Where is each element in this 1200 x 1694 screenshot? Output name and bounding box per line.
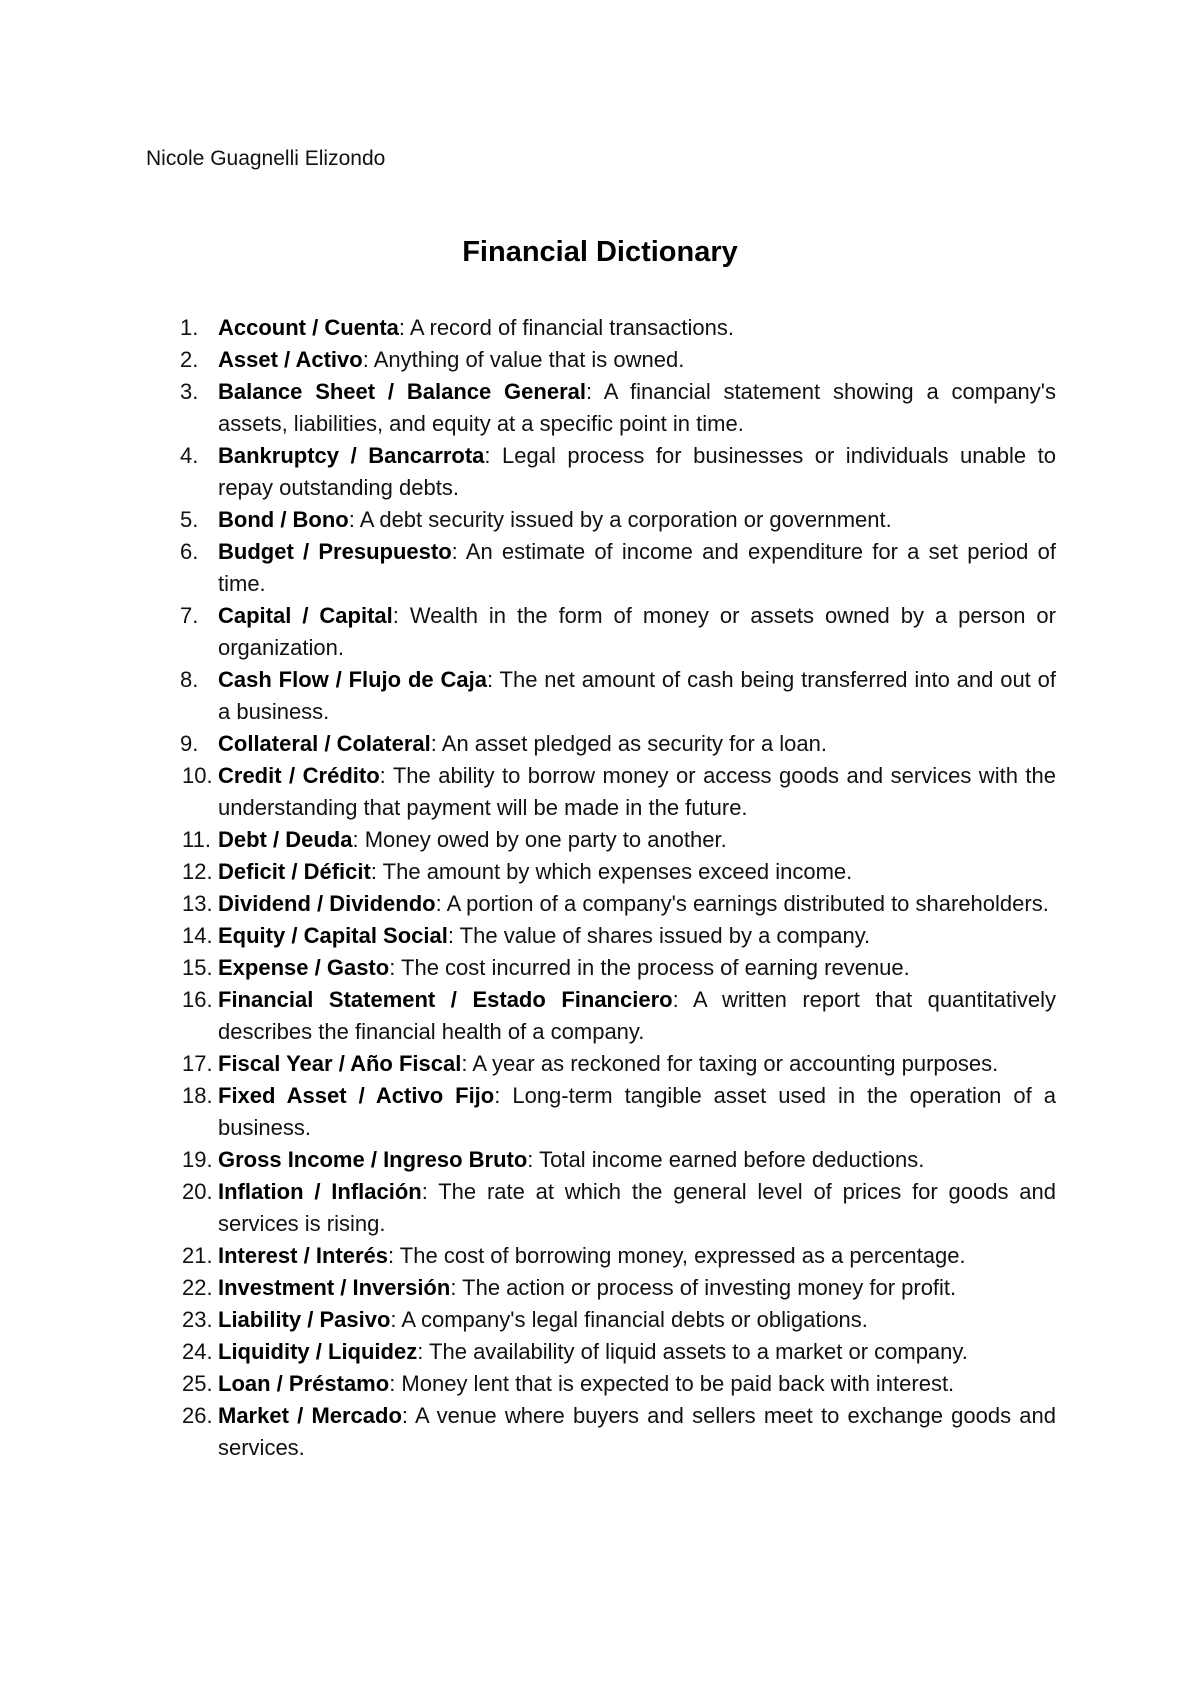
term-definition: : The rate at which the general level of prices for goods and services is rising. [218, 1179, 1056, 1236]
term-english: Inflation [218, 1179, 304, 1204]
term-spanish: Activo Fijo [375, 1083, 495, 1108]
item-number: 24. [182, 1339, 213, 1364]
term-separator: / [288, 1403, 312, 1428]
term-definition: : Money owed by one party to another. [352, 827, 727, 852]
item-number: 22. [182, 1275, 213, 1300]
term-definition: : The action or process of investing money for profit. [450, 1275, 957, 1300]
list-item [0, 728, 1056, 760]
term-english: Bankruptcy [218, 443, 340, 468]
term-spanish: Dividendo [329, 891, 436, 916]
term-separator: / [332, 1051, 351, 1076]
term-definition: : The availability of liquid assets to a market or company. [417, 1339, 968, 1364]
term-spanish: Flujo de Caja [348, 667, 487, 692]
term-separator: / [375, 379, 407, 404]
list-item [0, 1144, 1056, 1176]
term-definition: : A company's legal financial debts or obligations. [390, 1307, 868, 1332]
list-item [0, 824, 1056, 856]
term-english: Collateral [218, 731, 319, 756]
term-spanish: Liquidez [328, 1339, 418, 1364]
term-spanish: Déficit [303, 859, 371, 884]
item-number: 5. [180, 507, 199, 532]
list-item [0, 600, 1056, 664]
term-spanish: Interés [315, 1243, 388, 1268]
term-spanish: Gasto [326, 955, 390, 980]
term-english: Bond [218, 507, 275, 532]
item-number: 6. [180, 539, 199, 564]
author-name: Nicole Guagnelli Elizondo [146, 147, 386, 170]
term-separator: / [270, 1371, 289, 1396]
term-separator: / [364, 1147, 384, 1172]
term-spanish: Capital Social [303, 923, 448, 948]
term-spanish: Bancarrota [368, 443, 485, 468]
term-separator: / [274, 507, 293, 532]
term-separator: / [301, 1307, 320, 1332]
term-separator: / [339, 443, 369, 468]
list-item [0, 376, 1056, 440]
term-english: Gross Income [218, 1147, 365, 1172]
term-english: Financial Statement [218, 987, 436, 1012]
item-number: 13. [182, 891, 213, 916]
term-separator: / [285, 923, 304, 948]
list-item [0, 760, 1056, 824]
term-spanish: Presupuesto [318, 539, 452, 564]
term-english: Market [218, 1403, 289, 1428]
list-item [0, 1304, 1056, 1336]
item-number: 2. [180, 347, 199, 372]
term-definition: : A record of financial transactions. [398, 315, 734, 340]
term-definition: : A portion of a company's earnings distributed to shareholders. [435, 891, 1049, 916]
term-separator: / [310, 891, 330, 916]
list-item [0, 440, 1056, 504]
list-item [0, 504, 1056, 536]
list-item [0, 1080, 1056, 1144]
term-english: Budget [218, 539, 294, 564]
term-spanish: Activo [295, 347, 363, 372]
item-number: 16. [182, 987, 213, 1012]
item-number: 7. [180, 603, 199, 628]
item-number: 20. [182, 1179, 213, 1204]
term-separator: / [297, 1243, 316, 1268]
term-spanish: Bono [292, 507, 349, 532]
term-list [0, 312, 1200, 1464]
term-english: Asset [218, 347, 278, 372]
term-separator: / [309, 1339, 328, 1364]
term-spanish: Préstamo [288, 1371, 390, 1396]
term-definition: : An asset pledged as security for a loan. [430, 731, 828, 756]
term-definition: : A debt security issued by a corporation or government. [348, 507, 892, 532]
item-number: 21. [182, 1243, 213, 1268]
term-spanish: Mercado [311, 1403, 402, 1428]
item-number: 4. [180, 443, 199, 468]
term-english: Liability [218, 1307, 302, 1332]
term-definition: : The amount by which expenses exceed income. [370, 859, 853, 884]
list-item [0, 312, 1056, 344]
page-title: Financial Dictionary [462, 236, 738, 268]
term-separator: / [435, 987, 473, 1012]
term-spanish: Estado Financiero [472, 987, 673, 1012]
term-definition: : The value of shares issued by a company. [447, 923, 871, 948]
term-english: Interest [218, 1243, 298, 1268]
term-separator: / [277, 347, 296, 372]
term-spanish: Ingreso Bruto [383, 1147, 528, 1172]
term-spanish: Colateral [336, 731, 431, 756]
term-definition: : The cost of borrowing money, expressed as a percentage. [387, 1243, 966, 1268]
term-definition: : Legal process for businesses or individuals unable to repay outstanding debts. [218, 443, 1056, 500]
term-spanish: Capital [319, 603, 393, 628]
term-separator: / [281, 763, 303, 788]
term-definition: : The cost incurred in the process of earning revenue. [389, 955, 910, 980]
item-number: 15. [182, 955, 213, 980]
term-separator: / [334, 1275, 353, 1300]
term-english: Liquidity [218, 1339, 310, 1364]
list-item [0, 1272, 1056, 1304]
list-item [0, 1400, 1056, 1464]
item-number: 3. [180, 379, 199, 404]
term-definition: : A written report that quantitatively describes the financial health of a company. [218, 987, 1056, 1044]
item-number: 8. [180, 667, 199, 692]
term-english: Fiscal Year [218, 1051, 333, 1076]
list-item [0, 1176, 1056, 1240]
item-number: 12. [182, 859, 213, 884]
term-spanish: Cuenta [324, 315, 399, 340]
term-spanish: Balance General [406, 379, 586, 404]
list-item [0, 856, 1056, 888]
term-separator: / [266, 827, 286, 852]
term-definition: : Long-term tangible asset used in the operation of a business. [218, 1083, 1056, 1140]
term-separator: / [346, 1083, 376, 1108]
term-definition: : Wealth in the form of money or assets owned by a person or organization. [218, 603, 1056, 660]
term-separator: / [318, 731, 337, 756]
term-english: Expense [218, 955, 309, 980]
term-spanish: Crédito [302, 763, 380, 788]
term-definition: : An estimate of income and expenditure for a set period of time. [218, 539, 1056, 596]
list-item [0, 536, 1056, 600]
term-definition: : The ability to borrow money or access goods and services with the understanding that payment will be made in the future. [218, 763, 1056, 820]
list-item [0, 984, 1056, 1048]
term-definition: : A year as reckoned for taxing or accounting purposes. [461, 1051, 999, 1076]
list-item [0, 344, 1056, 376]
item-number: 26. [182, 1403, 213, 1428]
term-definition: : Anything of value that is owned. [362, 347, 685, 372]
item-number: 14. [182, 923, 213, 948]
list-item [0, 1048, 1056, 1080]
term-spanish: Pasivo [319, 1307, 391, 1332]
item-number: 25. [182, 1371, 213, 1396]
term-separator: / [328, 667, 349, 692]
term-definition: : Total income earned before deductions. [527, 1147, 925, 1172]
term-separator: / [293, 539, 319, 564]
term-spanish: Inflación [331, 1179, 422, 1204]
item-number: 1. [180, 315, 199, 340]
term-english: Balance Sheet [218, 379, 376, 404]
list-item [0, 664, 1056, 728]
term-definition: : The net amount of cash being transferred into and out of a business. [218, 667, 1056, 724]
list-item [0, 920, 1056, 952]
list-item [0, 1368, 1056, 1400]
list-item [0, 888, 1056, 920]
term-separator: / [308, 955, 327, 980]
item-number: 23. [182, 1307, 213, 1332]
term-spanish: Deuda [285, 827, 353, 852]
term-spanish: Año Fiscal [350, 1051, 462, 1076]
item-number: 19. [182, 1147, 213, 1172]
term-english: Credit [218, 763, 282, 788]
term-english: Debt [218, 827, 267, 852]
term-separator: / [306, 315, 325, 340]
list-item [0, 952, 1056, 984]
term-english: Investment [218, 1275, 335, 1300]
list-item [0, 1240, 1056, 1272]
term-english: Account [218, 315, 306, 340]
term-separator: / [285, 859, 304, 884]
term-spanish: Inversión [352, 1275, 451, 1300]
term-english: Fixed Asset [218, 1083, 347, 1108]
term-english: Dividend [218, 891, 311, 916]
term-separator: / [303, 1179, 332, 1204]
term-english: Loan [218, 1371, 271, 1396]
term-definition: : Money lent that is expected to be paid back with interest. [389, 1371, 955, 1396]
list-item [0, 1336, 1056, 1368]
item-number: 10. [182, 763, 213, 788]
term-definition: : A financial statement showing a company's assets, liabilities, and equity at a specific point in time. [218, 379, 1056, 436]
term-separator: / [291, 603, 320, 628]
term-english: Deficit [218, 859, 286, 884]
item-number: 18. [182, 1083, 213, 1108]
item-number: 9. [180, 731, 199, 756]
term-english: Cash Flow [218, 667, 329, 692]
item-number: 17. [182, 1051, 213, 1076]
term-english: Capital [218, 603, 292, 628]
term-definition: : A venue where buyers and sellers meet to exchange goods and services. [218, 1403, 1056, 1460]
term-english: Equity [218, 923, 286, 948]
item-number: 11. [182, 827, 211, 852]
